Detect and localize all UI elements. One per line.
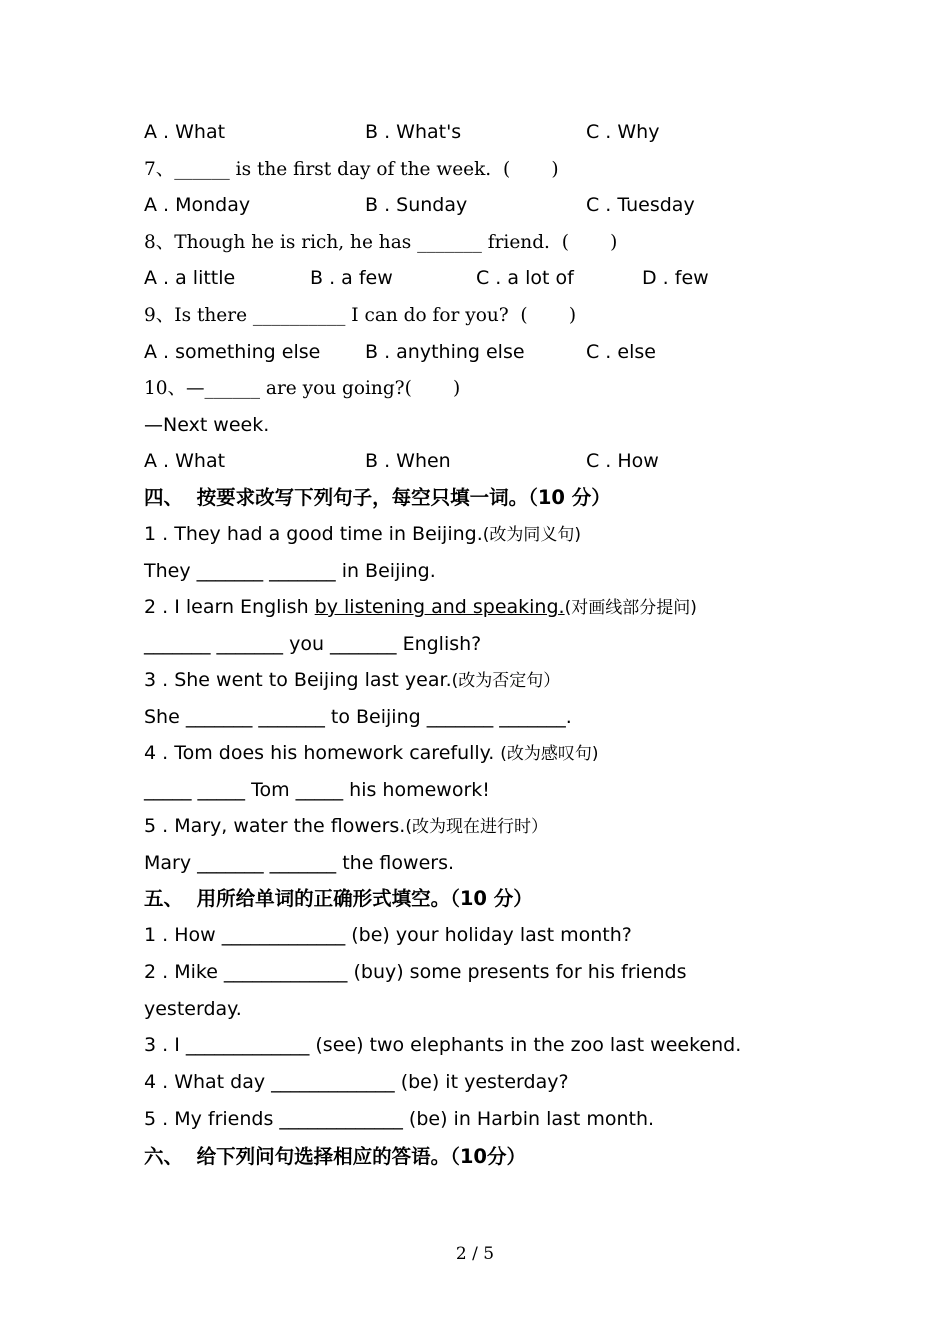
q9-option-c: C . else <box>586 341 656 363</box>
s4-item4-text: 4 . Tom does his homework carefully. <box>144 742 501 764</box>
s4-item1-question <box>144 522 581 547</box>
q8-question: 8、Though he is rich, he has _______ friend. ( ) <box>144 232 618 253</box>
s4-item1-text: 1 . They had a good time in Beijing. <box>144 523 483 545</box>
s4-item5-note: (改为现在进行时） <box>405 817 548 837</box>
s5-item4: 4 . What day _____________ (be) it yesterday? <box>144 1071 569 1093</box>
q8-option-b: B . a few <box>310 267 393 289</box>
q9-question: 9、Is there __________ I can do for you? ( ) <box>144 305 577 326</box>
q7-option-c: C . Tuesday <box>586 194 695 216</box>
q8-option-a: A . a little <box>144 267 236 289</box>
s4-item4-question <box>144 741 599 766</box>
q7-question: 7、______ is the first day of the week. ( ) <box>144 159 559 180</box>
s4-item3-text: 3 . She went to Beijing last year. <box>144 669 452 691</box>
q10-option-b: B . When <box>365 450 451 472</box>
q10-question: 10、—______ are you going?( ) <box>144 378 461 399</box>
q10-answer-line: —Next week. <box>144 414 270 436</box>
section5-heading: 五、 用所给单词的正确形式填空。（10 分） <box>144 887 533 910</box>
s4-item4-answer: _____ _____ Tom _____ his homework! <box>144 779 490 801</box>
s4-item2-note: (对画线部分提问) <box>564 598 697 618</box>
s4-item1-note: (改为同义句) <box>482 525 581 545</box>
q10-option-c: C . How <box>586 450 659 472</box>
q7-option-a: A . Monday <box>144 194 251 216</box>
s4-item1-answer: They _______ _______ in Beijing. <box>144 560 436 582</box>
q9-option-a: A . something else <box>144 341 321 363</box>
q6-option-b: B . What's <box>365 121 462 143</box>
s4-item2-text: 2 . I learn English <box>144 596 315 618</box>
q7-option-b: B . Sunday <box>365 194 468 216</box>
s5-item2: 2 . Mike _____________ (buy) some presents for his friends <box>144 961 687 983</box>
s5-item1: 1 . How _____________ (be) your holiday last month? <box>144 924 632 946</box>
s4-item2-answer: _______ _______ you _______ English? <box>144 633 482 655</box>
q9-option-b: B . anything else <box>365 341 525 363</box>
s4-item5-question <box>144 814 548 839</box>
s4-item2-underlined: by listening and speaking. <box>314 596 565 618</box>
q6-option-a: A . What <box>144 121 226 143</box>
s4-item3-note: (改为否定句） <box>451 671 561 691</box>
page-number: 2 / 5 <box>455 1244 495 1264</box>
section4-heading: 四、 按要求改写下列句子，每空只填一词。（10 分） <box>144 486 611 509</box>
q6-option-c: C . Why <box>586 121 660 143</box>
s5-item2-continued: yesterday. <box>144 998 242 1020</box>
q10-option-a: A . What <box>144 450 226 472</box>
s4-item3-question <box>144 668 560 693</box>
section6-heading: 六、 给下列问句选择相应的答语。（10分） <box>144 1145 526 1168</box>
q8-option-c: C . a lot of <box>476 267 574 289</box>
s5-item5: 5 . My friends _____________ (be) in Harbin last month. <box>144 1108 655 1130</box>
s4-item2-question <box>144 595 697 620</box>
q8-option-d: D . few <box>642 267 709 289</box>
s4-item4-note: (改为感叹句) <box>500 744 599 764</box>
s4-item5-answer: Mary _______ _______ the flowers. <box>144 852 455 874</box>
s4-item3-answer: She _______ _______ to Beijing _______ _______. <box>144 706 572 728</box>
s4-item5-text: 5 . Mary, water the flowers. <box>144 815 406 837</box>
s5-item3: 3 . I _____________ (see) two elephants in the zoo last weekend. <box>144 1034 742 1056</box>
